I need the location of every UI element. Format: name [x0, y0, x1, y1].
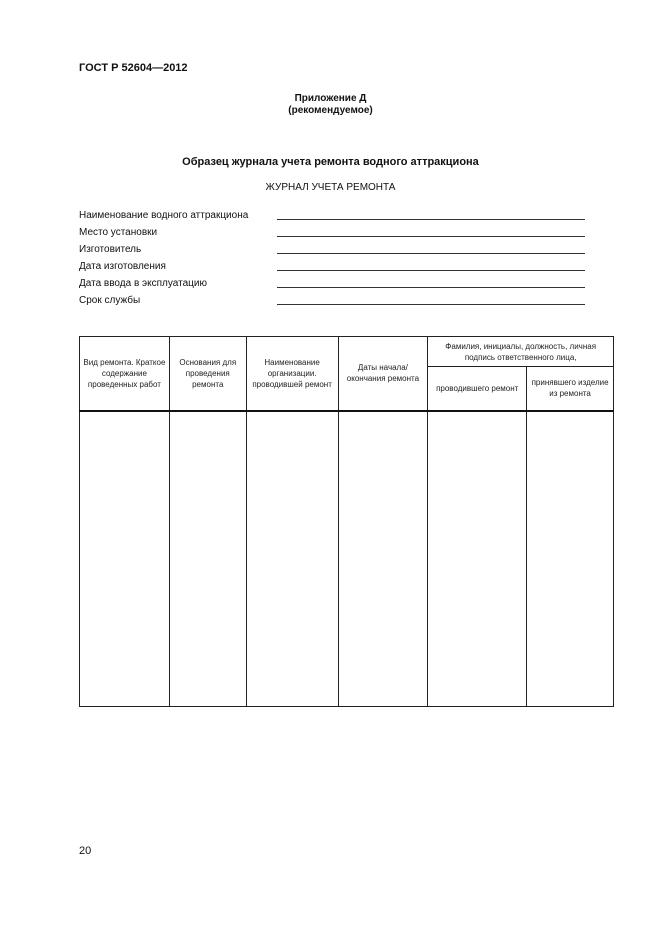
field-label-manufacturer: Изготовитель	[79, 244, 142, 255]
header-accepted-by: принявшего изделие из ремонта	[527, 367, 614, 411]
field-label-name: Наименование водного аттракциона	[79, 210, 249, 221]
table-cell[interactable]	[80, 411, 170, 707]
repair-log-table	[79, 336, 614, 707]
table-cell[interactable]	[246, 411, 338, 707]
header-responsible-person: Фамилия, инициалы, должность, личная подпись ответственного лица,	[428, 337, 614, 367]
field-label-manufacture-date: Дата изготовления	[79, 261, 166, 272]
table-row	[80, 411, 614, 707]
header-repair-type: Вид ремонта. Краткое содержание проведенных работ	[80, 337, 170, 411]
field-label-location: Место установки	[79, 227, 158, 238]
field-label-service-life: Срок службы	[79, 295, 141, 306]
field-line-location[interactable]	[277, 236, 585, 237]
field-line-name[interactable]	[277, 219, 585, 220]
page-number: 20	[79, 845, 92, 857]
field-line-manufacture-date[interactable]	[277, 270, 585, 271]
field-line-manufacturer[interactable]	[277, 253, 585, 254]
table-cell[interactable]	[428, 411, 527, 707]
appendix-title: Приложение Д	[294, 93, 367, 104]
field-line-commission-date[interactable]	[277, 287, 585, 288]
header-repair-basis: Основания для проведения ремонта	[169, 337, 246, 411]
table-cell[interactable]	[338, 411, 428, 707]
table-cell[interactable]	[527, 411, 614, 707]
field-line-service-life[interactable]	[277, 304, 585, 305]
table-cell[interactable]	[169, 411, 246, 707]
document-title: Образец журнала учета ремонта водного аттракциона	[182, 156, 479, 168]
header-organization: Наименование организации. проводившей ремонт	[246, 337, 338, 411]
header-performed-by: проводившего ремонт	[428, 367, 527, 411]
header-dates: Даты начала/окончания ремонта	[338, 337, 428, 411]
field-label-commission-date: Дата ввода в эксплуатацию	[79, 278, 207, 289]
appendix-status: (рекомендуемое)	[288, 105, 373, 116]
journal-title: ЖУРНАЛ УЧЕТА РЕМОНТА	[265, 182, 396, 193]
standard-number: ГОСТ Р 52604—2012	[79, 62, 188, 74]
